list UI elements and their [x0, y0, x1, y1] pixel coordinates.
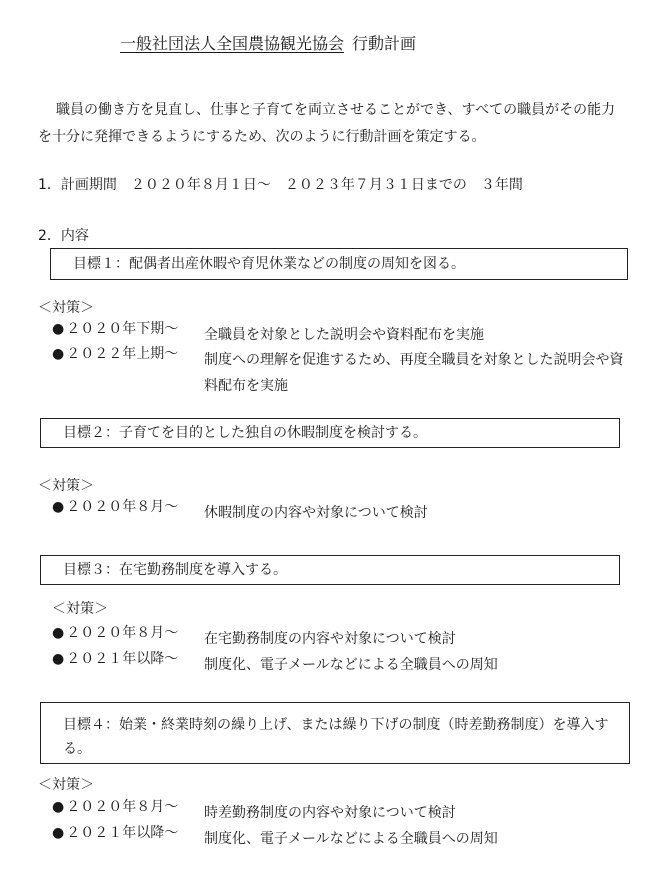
title-suffix: 行動計画	[352, 34, 417, 53]
measure-desc: 制度への理解を促進するため、再度全職員を対象とした説明会や資料配布を実施	[204, 352, 624, 394]
measure-row	[52, 347, 634, 399]
period-label: 1．計画期間	[38, 177, 117, 193]
measure-desc: 時差勤務制度の内容や対象について検討	[204, 805, 456, 821]
document-title	[120, 36, 416, 52]
bullet-icon: ●	[52, 651, 65, 667]
measure-row	[52, 322, 634, 348]
measure-desc: 制度化、電子メールなどによる全職員への周知	[204, 657, 498, 673]
goal-4-text: 目標４：始業・終業時刻の繰り上げ、または繰り下げの制度（時差勤務制度）を導入する。	[63, 717, 609, 757]
bullet-icon: ●	[52, 321, 65, 337]
goal-box-1	[50, 248, 628, 280]
bullet-icon: ●	[52, 825, 65, 841]
goal-1-text: 目標１：配偶者出産休暇や育児休業などの制度の周知を図る。	[73, 256, 465, 272]
measure-row	[52, 826, 634, 852]
measure-period: ２０２２年上期～	[66, 346, 179, 362]
bullet-icon: ●	[52, 346, 65, 362]
measure-period: ２０２１年以降～	[66, 825, 179, 841]
goal-box-2	[40, 418, 620, 448]
organization-name: 一般社団法人全国農協観光協会	[120, 34, 345, 53]
measure-desc: 在宅勤務制度の内容や対象について検討	[204, 631, 456, 647]
goal-box-3	[40, 555, 620, 585]
goal-box-4	[40, 702, 630, 764]
period-duration: ３年間	[480, 177, 523, 193]
measures-heading-4: ＜対策＞	[38, 777, 94, 793]
goal-3-text: 目標３：在宅勤務制度を導入する。	[63, 562, 287, 578]
measures-heading-1: ＜対策＞	[38, 300, 94, 316]
measure-row	[52, 500, 634, 526]
measure-period: ２０２０年８月～	[66, 799, 179, 815]
measure-desc: 全職員を対象とした説明会や資料配布を実施	[204, 327, 484, 343]
bullet-icon: ●	[52, 799, 65, 815]
period-range: ２０２０年８月１日～ ２０２３年７月３１日までの	[130, 177, 467, 193]
measure-period: ２０２０年８月～	[66, 499, 179, 515]
measure-period: ２０２０年８月～	[66, 625, 179, 641]
measures-heading-2: ＜対策＞	[38, 478, 94, 494]
bullet-icon: ●	[52, 499, 65, 515]
bullet-icon: ●	[52, 625, 65, 641]
measure-desc: 制度化、電子メールなどによる全職員への周知	[204, 831, 498, 847]
measure-row	[52, 626, 634, 652]
measure-desc: 休暇制度の内容や対象について検討	[204, 505, 428, 521]
measure-row	[52, 652, 634, 678]
intro-paragraph: 職員の働き方を見直し、仕事と子育てを両立させることができ、すべての職員がその能力を十分に発揮できるようにするため、次のように行動計画を策定する。	[38, 102, 616, 145]
measure-period: ２０２１年以降～	[66, 651, 179, 667]
measure-row	[52, 800, 634, 826]
measure-period: ２０２０年下期～	[66, 321, 179, 337]
plan-period	[38, 178, 537, 192]
content-heading: 2．内容	[38, 228, 89, 244]
measures-heading-3: ＜対策＞	[52, 601, 108, 617]
goal-2-text: 目標２：子育てを目的とした独自の休暇制度を検討する。	[63, 425, 427, 441]
